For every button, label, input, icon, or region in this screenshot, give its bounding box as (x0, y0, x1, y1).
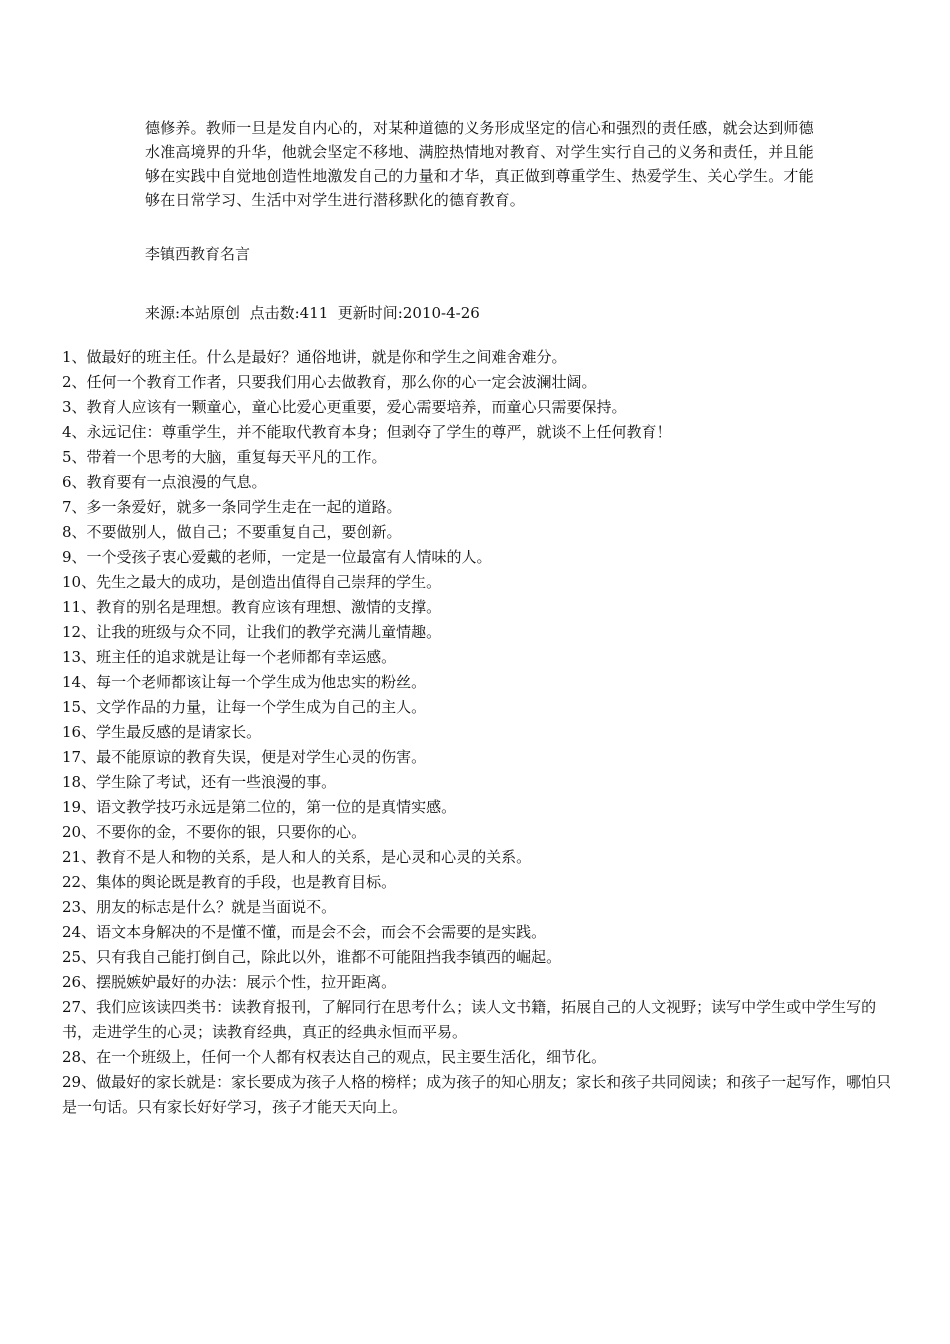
quote-item: 10、先生之最大的成功，是创造出值得自己崇拜的学生。 (62, 573, 442, 591)
quote-item: 15、文学作品的力量，让每一个学生成为自己的主人。 (62, 698, 427, 716)
quote-item: 18、学生除了考试，还有一些浪漫的事。 (62, 773, 337, 791)
quote-item: 1、做最好的班主任。什么是最好？通俗地讲，就是你和学生之间难舍难分。 (62, 348, 567, 366)
quote-item: 5、带着一个思考的大脑，重复每天平凡的工作。 (62, 448, 387, 466)
quote-item: 3、教育人应该有一颗童心，童心比爱心更重要，爱心需要培养，而童心只需要保持。 (62, 398, 627, 416)
quote-item: 7、多一条爱好，就多一条同学生走在一起的道路。 (62, 498, 402, 516)
quote-item: 19、语文教学技巧永远是第二位的，第一位的是真情实感。 (62, 798, 457, 816)
quote-item: 26、摆脱嫉妒最好的办法：展示个性，拉开距离。 (62, 973, 397, 991)
quote-item: 11、教育的别名是理想。教育应该有理想、激情的支撑。 (62, 598, 442, 616)
quote-item: 29、做最好的家长就是：家长要成为孩子人格的榜样；成为孩子的知心朋友；家长和孩子共同阅读；和孩子一起写作，哪怕只是一句话。只有家长好好学习，孩子才能天天向上。 (62, 1073, 892, 1116)
quote-item: 17、最不能原谅的教育失误，便是对学生心灵的伤害。 (62, 748, 427, 766)
quote-item: 27、我们应该读四类书：读教育报刊，了解同行在思考什么；读人文书籍，拓展自己的人文视野；读写中学生或中学生写的书，走进学生的心灵；读教育经典，真正的经典永恒而平易。 (62, 998, 877, 1041)
quote-item: 28、在一个班级上，任何一个人都有权表达自己的观点，民主要生活化，细节化。 (62, 1048, 607, 1066)
quote-item: 13、班主任的追求就是让每一个老师都有幸运感。 (62, 648, 397, 666)
quote-item: 23、朋友的标志是什么？就是当面说不。 (62, 898, 337, 916)
intro-paragraph (145, 116, 825, 212)
quote-item: 6、教育要有一点浪漫的气息。 (62, 473, 267, 491)
quote-list (62, 345, 892, 1120)
quote-item: 20、不要你的金，不要你的银，只要你的心。 (62, 823, 367, 841)
quote-item: 4、永远记住：尊重学生，并不能取代教育本身；但剥夺了学生的尊严，就谈不上任何教育！ (62, 423, 672, 441)
section-title: 李镇西教育名言 (145, 245, 251, 263)
quote-item: 9、一个受孩子衷心爱戴的老师，一定是一位最富有人情味的人。 (62, 548, 492, 566)
quote-item: 16、学生最反感的是请家长。 (62, 723, 262, 741)
source-meta-line: 来源:本站原创 点击数:411 更新时间:2010-4-26 (145, 304, 480, 322)
quote-item: 22、集体的舆论既是教育的手段，也是教育目标。 (62, 873, 397, 891)
quote-item: 2、任何一个教育工作者，只要我们用心去做教育，那么你的心一定会波澜壮阔。 (62, 373, 597, 391)
quote-item: 24、语文本身解决的不是懂不懂，而是会不会，而会不会需要的是实践。 (62, 923, 547, 941)
intro-text: 德修养。教师一旦是发自内心的，对某种道德的义务形成坚定的信心和强烈的责任感，就会达到师德水准高境界的升华，他就会坚定不移地、满腔热情地对教育、对学生实行自己的义务和责任，并且能够在实践中自觉地创造性地激发自己的力量和才华，真正做到尊重学生、热爱学生、关心学生。才能够在日常学习、生活中对学生进行潜移默化的德育教育。 (145, 119, 814, 209)
quote-item: 12、让我的班级与众不同，让我们的教学充满儿童情趣。 (62, 623, 442, 641)
quote-item: 25、只有我自己能打倒自己，除此以外，谁都不可能阻挡我李镇西的崛起。 (62, 948, 562, 966)
quote-item: 21、教育不是人和物的关系，是人和人的关系，是心灵和心灵的关系。 (62, 848, 532, 866)
quote-item: 8、不要做别人，做自己；不要重复自己，要创新。 (62, 523, 402, 541)
quote-item: 14、每一个老师都该让每一个学生成为他忠实的粉丝。 (62, 673, 427, 691)
